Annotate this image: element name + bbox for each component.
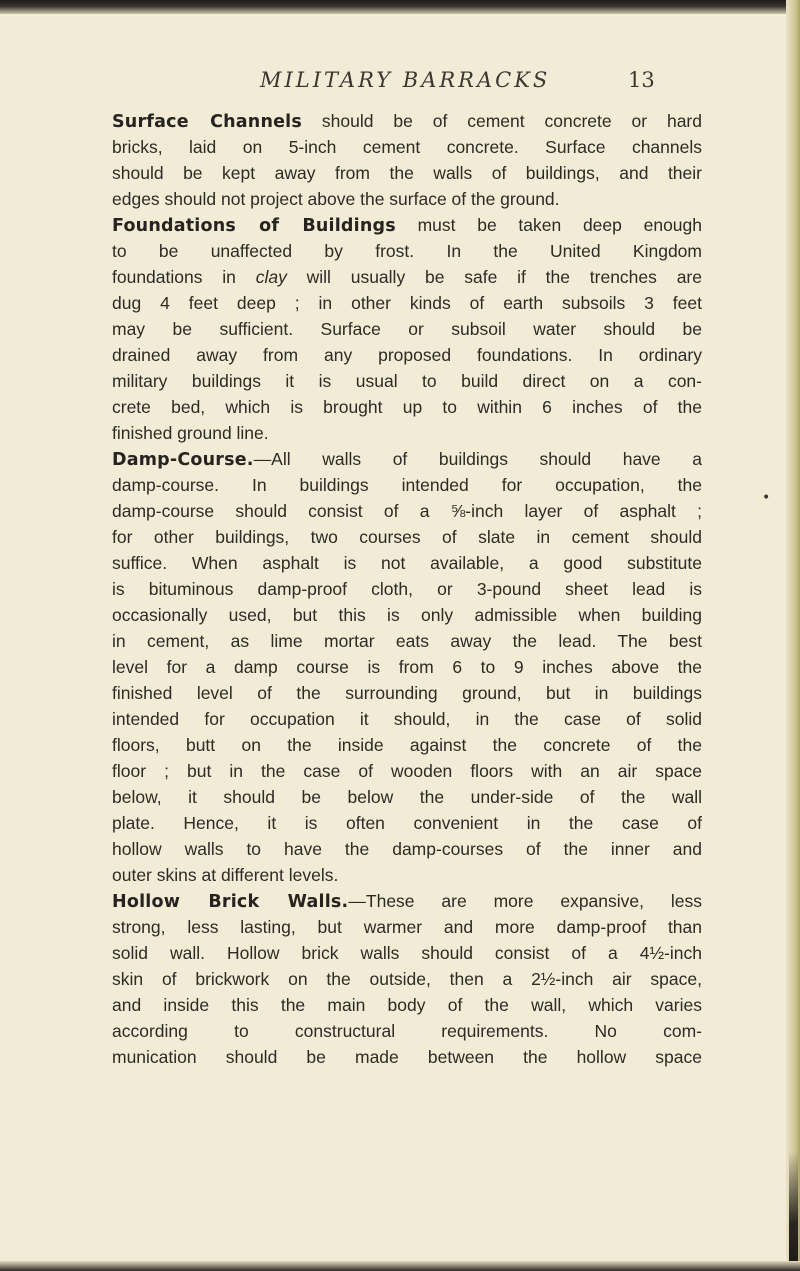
paragraph-heading: Damp-Course. (112, 450, 254, 470)
text-line: intended for occupation it should, in the case of solid (112, 709, 702, 729)
page-corner-shadow (789, 1151, 798, 1271)
text-line: outer skins at different levels. (112, 865, 339, 885)
text-line: crete bed, which is brought up to within 6 inches of the (112, 397, 702, 417)
page-right-edge (786, 0, 800, 1271)
text-line (112, 264, 702, 290)
text-line: edges should not project above the surface of the ground. (112, 189, 560, 209)
text-line: bricks, laid on 5-inch cement concrete. Surface channels (112, 137, 702, 157)
text-line-content: —All walls of buildings should have a (253, 449, 702, 469)
text-line: suffice. When asphalt is not available, a good substitute (112, 553, 702, 573)
text-line: munication should be made between the hollow space (112, 1047, 702, 1067)
paragraph-heading: Foundations of Buildings (112, 216, 396, 236)
text-line: according to constructural requirements. No com- (112, 1021, 702, 1041)
text-line-content: must be taken deep enough (395, 215, 702, 235)
text-line: finished ground line. (112, 423, 269, 443)
text-line: below, it should be below the under-side of the wall (112, 787, 702, 807)
text-line: plate. Hence, it is often convenient in the case of (112, 813, 702, 833)
text-line (112, 108, 702, 134)
text-line: is bituminous damp-proof cloth, or 3-pound sheet lead is (112, 579, 702, 599)
text-line-content: should be of cement concrete or hard (302, 111, 702, 131)
text-line (112, 888, 702, 914)
text-line: strong, less lasting, but warmer and more damp-proof than (112, 917, 702, 937)
text-line: military buildings it is usual to build direct on a con- (112, 371, 702, 391)
text-line: solid wall. Hollow brick walls should consist of a 4½-inch (112, 943, 702, 963)
text-line: should be kept away from the walls of buildings, and their (112, 163, 702, 183)
text-line: drained away from any proposed foundations. In ordinary (112, 345, 702, 365)
text-line: and inside this the main body of the wall, which varies (112, 995, 702, 1015)
text-line-content: —These are more expansive, less (348, 891, 702, 911)
text-line: occasionally used, but this is only admissible when building (112, 605, 702, 625)
text-line: floors, butt on the inside against the concrete of the (112, 735, 702, 755)
text-line: level for a damp course is from 6 to 9 inches above the (112, 657, 702, 677)
text-line: in cement, as lime mortar eats away the lead. The best (112, 631, 702, 651)
text-line: may be sufficient. Surface or subsoil water should be (112, 319, 702, 339)
emphasis-word: clay (255, 267, 287, 287)
text-line-content: will usually be safe if the trenches are (286, 267, 702, 287)
text-line: damp-course should consist of a ⅝-inch layer of asphalt ; (112, 501, 702, 521)
page-bottom-shadow (0, 1261, 800, 1271)
running-head-title: MILITARY BARRACKS (260, 68, 551, 92)
page-number: 13 (628, 68, 655, 92)
text-line (112, 446, 702, 472)
text-line: for other buildings, two courses of slate in cement should (112, 527, 702, 547)
paragraph-heading: Surface Channels (112, 112, 302, 132)
text-line: floor ; but in the case of wooden floors with an air space (112, 761, 702, 781)
margin-mark: • (762, 490, 771, 506)
text-line: to be unaffected by frost. In the United Kingdom (112, 241, 702, 261)
text-line-content: foundations in (112, 267, 256, 287)
text-line: damp-course. In buildings intended for occupation, the (112, 475, 702, 495)
text-line (112, 212, 702, 238)
text-line: dug 4 feet deep ; in other kinds of earth subsoils 3 feet (112, 293, 702, 313)
text-line: hollow walls to have the damp-courses of the inner and (112, 839, 702, 859)
page-top-shadow (0, 0, 800, 14)
text-line: skin of brickwork on the outside, then a 2½-inch air space, (112, 969, 702, 989)
text-line: finished level of the surrounding ground, but in buildings (112, 683, 702, 703)
body-text (112, 108, 702, 1070)
paragraph-heading: Hollow Brick Walls. (112, 892, 349, 912)
